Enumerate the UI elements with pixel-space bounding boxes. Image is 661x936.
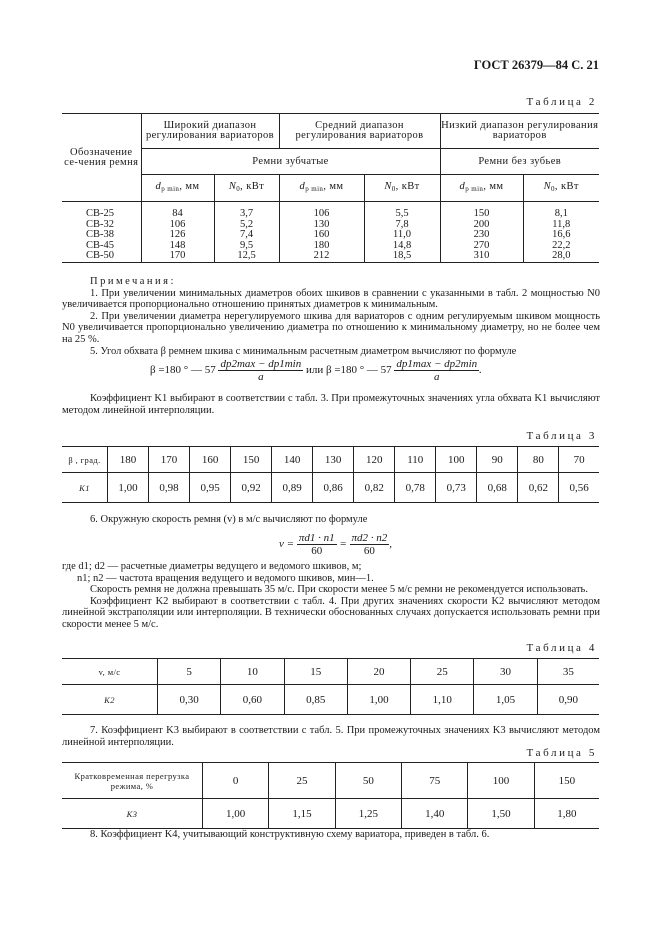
- table-cell: 30: [474, 659, 537, 685]
- data-col: 150 200 230 270 310: [440, 202, 523, 263]
- data-col: 5,5 7,8 11,0 14,8 18,5: [364, 202, 440, 263]
- table-cell: 180: [108, 447, 149, 473]
- sub-n-header: $N_0$, кВт: [214, 175, 279, 202]
- speed-limit: Скорость ремня не должна превышать 35 м/с. При скорости менее 5 м/с ремни не рекомендуется использовать.: [90, 584, 588, 596]
- table-cell: 0,92: [231, 473, 272, 503]
- table-cell: 0,62: [518, 473, 559, 503]
- table-cell: 1,80: [557, 807, 577, 820]
- where-1: где d1; d2 — расчетные диаметры ведущего и ведомого шкивов, м;: [62, 561, 362, 572]
- row-header: K1: [62, 473, 108, 503]
- para-7: 7. Коэффициент K3 выбирают в соответствии с табл. 5. При промежуточных значениях K3 вычисляют методом линейной интерполяции.: [62, 725, 600, 748]
- data-col: 3,7 5,2 7,4 9,5 12,5: [214, 202, 279, 263]
- table-cell: 0,95: [190, 473, 231, 503]
- table-5: [62, 762, 599, 829]
- data-col-section: СВ-25 СВ-32 СВ-38 СВ-45 СВ-50: [62, 202, 141, 263]
- row-header: v, м/с: [62, 659, 158, 685]
- formula-beta: β =180 ° — 57 $\frac{dp2\max - dp1\min}{a}$ или β =180 ° — 57 $\frac{dp1\max - dp2\min}{a}$ .: [150, 358, 482, 383]
- table-cell: 1,40: [402, 799, 468, 829]
- table-cell: 0,89: [272, 473, 313, 503]
- table-cell: 90: [477, 447, 518, 473]
- table-cell: 1,00: [203, 799, 269, 829]
- table-cell: 170: [149, 447, 190, 473]
- table-cell: 150: [558, 774, 576, 787]
- table-cell: 130: [313, 447, 354, 473]
- table-cell: 120: [354, 447, 395, 473]
- group-wide: Широкий диапазон регулирования вариаторов: [141, 114, 279, 149]
- page-header: ГОСТ 26379—84 С. 21: [473, 58, 599, 72]
- para-8: 8. Коэффициент K4, учитывающий конструктивную схему вариатора, приведен в табл. 6.: [90, 829, 490, 840]
- table-cell: 35: [562, 665, 574, 678]
- table-3-caption: Таблица 3: [526, 430, 597, 442]
- notes-block: [62, 276, 600, 357]
- notes-title: Примечания:: [90, 276, 176, 287]
- table-cell: 20: [347, 659, 410, 685]
- table-cell: 0,82: [354, 473, 395, 503]
- table-cell: 1,00: [108, 473, 149, 503]
- table-cell: 0,56: [569, 481, 589, 494]
- group-low: Низкий диапазон регулирования вариаторов: [440, 114, 599, 149]
- table-cell: 0,86: [313, 473, 354, 503]
- table-4-caption: Таблица 4: [526, 642, 597, 654]
- belt-toothed: Ремни зубчатые: [141, 149, 440, 175]
- table-cell: 0,90: [558, 693, 578, 706]
- table-cell: 70: [573, 453, 585, 466]
- para-k2: Коэффициент K2 выбирают в соответствии с табл. 4. При других значениях скорости K2 вычисляют методом линейной экстраполяции или интерполяции. В технически обоснованных случаях допускается использовать ремни при скорости менее 5 м/с.: [62, 595, 600, 630]
- belt-plain: Ремни без зубьев: [440, 149, 599, 175]
- table-cell: 1,10: [411, 685, 474, 715]
- sub-n-header: $N_0$, кВт: [364, 175, 440, 202]
- table-cell: 0,98: [149, 473, 190, 503]
- table-cell: 150: [231, 447, 272, 473]
- data-col: 8,1 11,8 16,6 22,2 28,0: [552, 208, 571, 262]
- para-6: 6. Окружную скорость ремня (v) в м/с вычисляют по формуле: [90, 514, 368, 525]
- speed-text: [62, 561, 600, 631]
- where-2: n1; n2 — частота вращения ведущего и ведомого шкивов, мин—1.: [77, 572, 374, 584]
- table-cell: 0: [203, 763, 269, 799]
- table-cell: 1,05: [474, 685, 537, 715]
- table-cell: 1,25: [335, 799, 401, 829]
- table-cell: 0,68: [477, 473, 518, 503]
- table-cell: 0,85: [284, 685, 347, 715]
- table-cell: 80: [518, 447, 559, 473]
- sub-d-header: $d_{p min}$, мм: [440, 175, 523, 202]
- table-cell: 50: [335, 763, 401, 799]
- row-header: Кратковременная перегрузка режима, %: [62, 763, 203, 799]
- row-header: β , град.: [62, 447, 108, 473]
- table-cell: 0,30: [158, 685, 221, 715]
- table-cell: 75: [402, 763, 468, 799]
- table-cell: 1,00: [347, 685, 410, 715]
- row-header: K2: [62, 685, 158, 715]
- table-cell: 100: [468, 763, 534, 799]
- table-cell: 0,73: [436, 473, 477, 503]
- para-5: 5. Угол обхвата β ремнем шкива с минимальным расчетным диаметром вычисляют по формуле: [90, 345, 517, 357]
- table-3: [62, 446, 599, 503]
- sub-n-header: $N_0$, кВт: [523, 175, 599, 202]
- sub-d-header: $d_{p min}$, мм: [279, 175, 364, 202]
- table-cell: 0,60: [221, 685, 284, 715]
- table-2: [62, 113, 599, 263]
- table-5-caption: Таблица 5: [526, 747, 597, 759]
- table-cell: 0,78: [395, 473, 436, 503]
- note-2: 2. При увеличении диаметра нерегулируемого шкива для вариаторов с одним регулируемым шкивом мощность N0 увеличивается пропорционально увеличению диаметра по отношению к минимальному диаметру, но не более чем на 25 %.: [62, 310, 600, 345]
- table-cell: 10: [221, 659, 284, 685]
- row-header: K3: [62, 799, 203, 829]
- para-k1: Коэффициент K1 выбирают в соответствии с табл. 3. При промежуточных значениях угла обхвата K1 вычисляют методом линейной интерполяции.: [62, 393, 600, 416]
- table-cell: 100: [436, 447, 477, 473]
- table-cell: 110: [395, 447, 436, 473]
- table-cell: 15: [284, 659, 347, 685]
- note-1: 1. При увеличении минимальных диаметров обоих шкивов в сравнении с указанными в табл. 2 мощностью N0 увеличивается пропорционально отношению принятых диаметров к минимальным.: [62, 287, 600, 311]
- table-4: [62, 658, 599, 715]
- table-cell: 1,50: [468, 799, 534, 829]
- data-col: 84 106 126 148 170: [141, 202, 214, 263]
- table-cell: 1,15: [269, 799, 335, 829]
- group-medium: Средний диапазон регулирования вариаторов: [279, 114, 440, 149]
- formula-speed: v = $\frac{\pi d1 \cdot n1}{60}$ = $\frac{\pi d2 \cdot n2}{60}$ ,: [279, 532, 393, 557]
- table-cell: 140: [272, 447, 313, 473]
- table-cell: 160: [190, 447, 231, 473]
- data-col: 106 130 160 180 212: [279, 202, 364, 263]
- col-section-header: Обозначение се-чения ремня: [62, 114, 141, 202]
- table-2-caption: Таблица 2: [526, 96, 597, 108]
- table-cell: 5: [158, 659, 221, 685]
- table-cell: 25: [269, 763, 335, 799]
- table-cell: 25: [411, 659, 474, 685]
- sub-d-header: $d_{p min}$, мм: [141, 175, 214, 202]
